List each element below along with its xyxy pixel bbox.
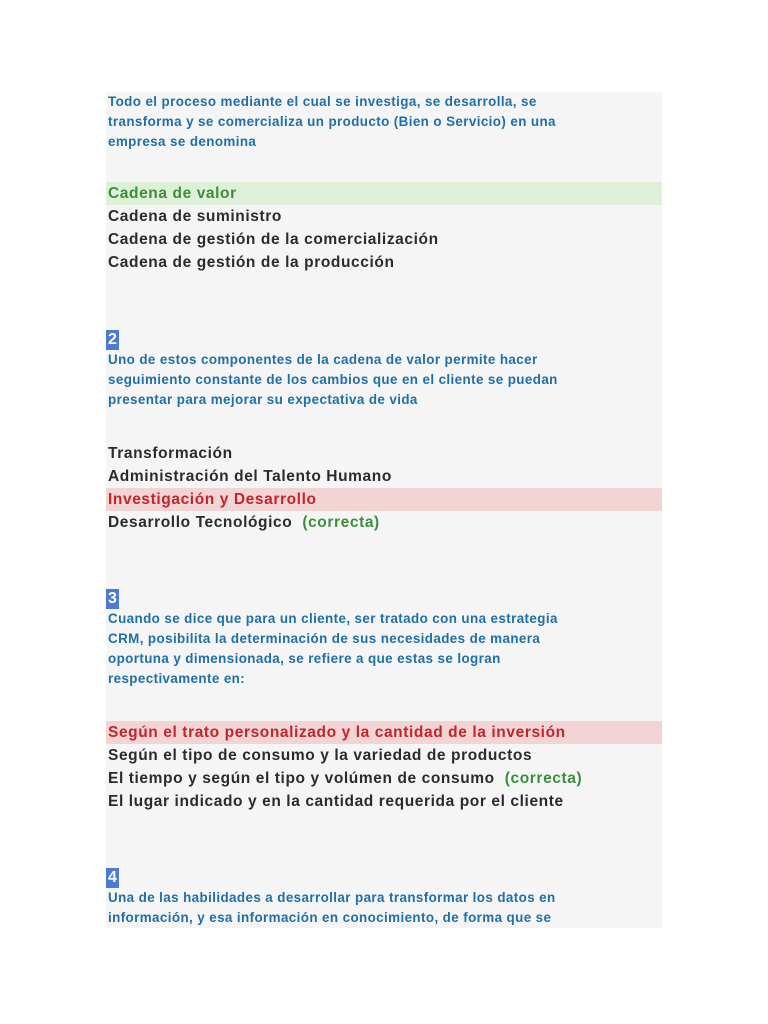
options-1	[106, 182, 662, 274]
document-page	[106, 92, 662, 928]
question-text-line: CRM, posibilita la determinación de sus necesidades de manera	[108, 631, 541, 646]
option[interactable]: Cadena de suministro	[108, 208, 282, 225]
correct-tag: (correcta)	[504, 770, 583, 787]
option[interactable]: Cadena de gestión de la producción	[108, 254, 395, 271]
option[interactable]	[106, 511, 662, 534]
question-text-line: Todo el proceso mediante el cual se investiga, se desarrolla, se	[108, 94, 537, 109]
option[interactable]: El lugar indicado y en la cantidad requerida por el cliente	[108, 793, 564, 810]
question-text-line: presentar para mejorar su expectativa de vida	[108, 392, 418, 407]
question-number-badge: 3	[108, 590, 117, 607]
question-4	[106, 868, 662, 928]
question-text-line: empresa se denomina	[108, 134, 257, 149]
question-2	[106, 330, 662, 410]
option[interactable]: Según el tipo de consumo y la variedad de productos	[108, 747, 533, 764]
option-label: Desarrollo Tecnológico	[108, 514, 293, 531]
question-text-line: oportuna y dimensionada, se refiere a que estas se logran	[108, 651, 501, 666]
options-3	[106, 721, 662, 813]
option-selected-correct[interactable]: Cadena de valor	[106, 182, 662, 205]
option-selected-wrong[interactable]: Investigación y Desarrollo	[106, 488, 662, 511]
question-text-line: transforma y se comercializa un producto (Bien o Servicio) en una	[108, 114, 556, 129]
question-text-line: Una de las habilidades a desarrollar para transformar los datos en	[108, 890, 556, 905]
question-1	[106, 92, 662, 152]
option[interactable]: Administración del Talento Humano	[108, 468, 392, 485]
question-text-line: Uno de estos componentes de la cadena de valor permite hacer	[108, 352, 538, 367]
options-2	[106, 442, 662, 534]
question-number-badge: 2	[108, 331, 117, 348]
option-label: El tiempo y según el tipo y volúmen de consumo	[108, 770, 495, 787]
correct-tag: (correcta)	[302, 514, 380, 531]
question-text-line: seguimiento constante de los cambios que en el cliente se puedan	[108, 372, 558, 387]
question-number-badge: 4	[108, 869, 117, 886]
option[interactable]	[106, 767, 662, 790]
option[interactable]: Transformación	[108, 445, 233, 462]
question-text-line: información, y esa información en conocimiento, de forma que se	[108, 910, 552, 925]
question-text-line: respectivamente en:	[108, 671, 246, 686]
option-selected-wrong[interactable]: Según el trato personalizado y la cantidad de la inversión	[106, 721, 662, 744]
option[interactable]: Cadena de gestión de la comercialización	[108, 231, 439, 248]
question-3	[106, 589, 662, 689]
question-text-line: Cuando se dice que para un cliente, ser tratado con una estrategia	[108, 611, 558, 626]
